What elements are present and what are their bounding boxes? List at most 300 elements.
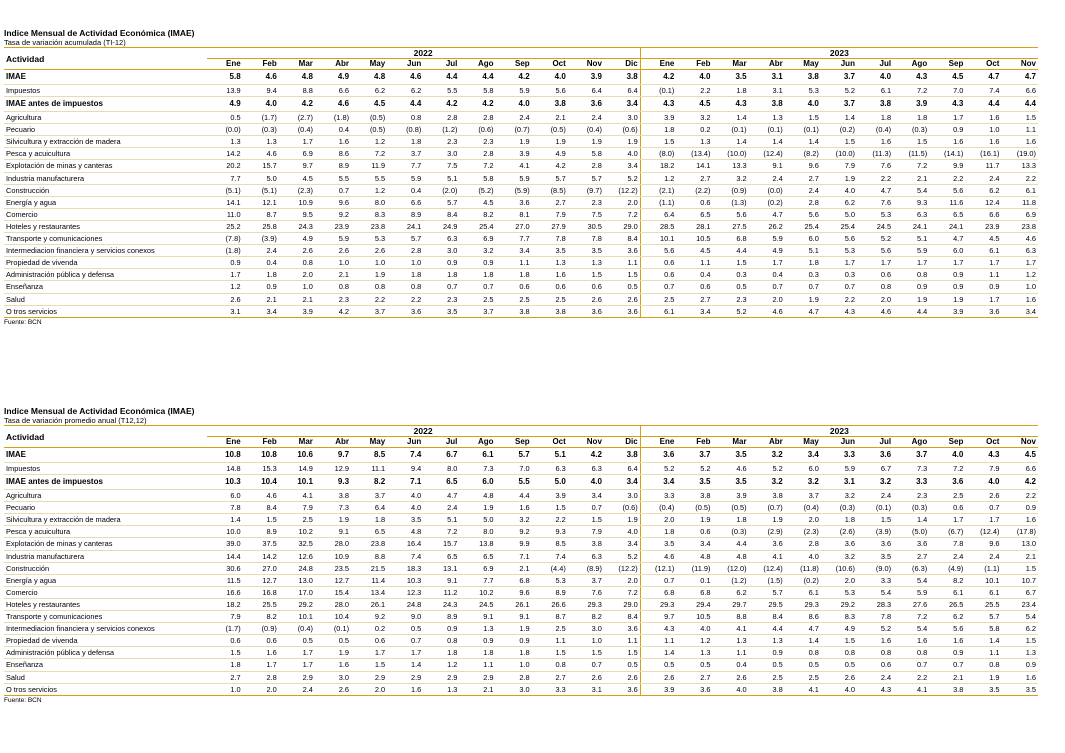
value-cell: 4.1 — [785, 683, 821, 695]
value-cell: 2.8 — [785, 538, 821, 550]
value-cell: 2.1 — [459, 683, 495, 695]
value-cell: 4.0 — [387, 502, 423, 514]
value-cell: 1.6 — [929, 136, 965, 148]
value-cell: 5.1 — [785, 245, 821, 257]
value-cell: 1.3 — [423, 683, 459, 695]
value-cell: (2.3) — [279, 184, 315, 196]
value-cell: 16.8 — [243, 586, 279, 598]
value-cell: (1.1) — [965, 562, 1001, 574]
value-cell: 7.1 — [496, 550, 532, 562]
value-cell: 3.5 — [423, 305, 459, 317]
value-cell: (0.3) — [712, 526, 748, 538]
value-cell: 4.6 — [315, 97, 351, 112]
value-cell: 1.4 — [640, 647, 676, 659]
value-cell: 29.2 — [821, 598, 857, 610]
value-cell: 0.9 — [459, 635, 495, 647]
row-label: Pesca y acuicultura — [4, 148, 207, 160]
value-cell: 7.2 — [929, 463, 965, 475]
value-cell: 3.7 — [568, 574, 604, 586]
value-cell: 1.0 — [387, 257, 423, 269]
value-cell: 29.4 — [676, 598, 712, 610]
value-cell: 4.1 — [893, 683, 929, 695]
value-cell: 5.2 — [676, 463, 712, 475]
value-cell: 4.7 — [749, 208, 785, 220]
value-cell: 6.5 — [351, 526, 387, 538]
value-cell: 3.5 — [712, 448, 748, 463]
value-cell: 2.3 — [423, 136, 459, 148]
value-cell: 1.8 — [640, 124, 676, 136]
value-cell: (1.2) — [712, 574, 748, 586]
month-header: Oct — [532, 59, 568, 70]
value-cell: 3.2 — [712, 172, 748, 184]
value-cell: 7.3 — [315, 502, 351, 514]
value-cell: 6.6 — [1001, 463, 1038, 475]
value-cell: 4.1 — [712, 623, 748, 635]
value-cell: 0.6 — [351, 635, 387, 647]
table-row — [4, 475, 1038, 490]
value-cell: 6.4 — [640, 208, 676, 220]
value-cell: 7.5 — [423, 160, 459, 172]
value-cell: 3.4 — [676, 305, 712, 317]
table-row — [4, 245, 1038, 257]
value-cell: 6.0 — [207, 490, 243, 502]
value-cell: 5.5 — [496, 475, 532, 490]
value-cell: 0.5 — [207, 112, 243, 124]
value-cell: (13.4) — [676, 148, 712, 160]
value-cell: 2.6 — [315, 245, 351, 257]
value-cell: 1.1 — [676, 257, 712, 269]
value-cell: (5.0) — [893, 526, 929, 538]
value-cell: (2.7) — [279, 112, 315, 124]
row-label: Agricultura — [4, 490, 207, 502]
value-cell: 1.1 — [496, 257, 532, 269]
value-cell: 1.6 — [893, 635, 929, 647]
value-cell: 1.6 — [857, 635, 893, 647]
value-cell: (0.3) — [893, 502, 929, 514]
table-row — [4, 550, 1038, 562]
value-cell: 3.5 — [712, 475, 748, 490]
table-row — [4, 635, 1038, 647]
value-cell: 3.1 — [568, 683, 604, 695]
value-cell: 4.0 — [243, 97, 279, 112]
value-cell: 3.4 — [604, 538, 640, 550]
value-cell: 8.5 — [532, 538, 568, 550]
value-cell: 1.9 — [929, 293, 965, 305]
value-cell: 4.8 — [351, 70, 387, 85]
value-cell: 3.2 — [857, 475, 893, 490]
value-cell: 1.7 — [243, 659, 279, 671]
row-label: Pesca y acuicultura — [4, 526, 207, 538]
value-cell: 1.5 — [604, 647, 640, 659]
value-cell: (0.0) — [207, 124, 243, 136]
value-cell: 1.9 — [676, 514, 712, 526]
value-cell: 2.0 — [749, 293, 785, 305]
value-cell: 6.9 — [1001, 208, 1038, 220]
value-cell: 7.0 — [496, 463, 532, 475]
value-cell: 2.4 — [965, 172, 1001, 184]
value-cell: 6.3 — [568, 550, 604, 562]
value-cell: 0.5 — [315, 635, 351, 647]
value-cell: 4.8 — [279, 70, 315, 85]
table-row — [4, 257, 1038, 269]
value-cell: 4.0 — [676, 623, 712, 635]
value-cell: 5.4 — [1001, 611, 1038, 623]
table-row — [4, 448, 1038, 463]
value-cell: 1.3 — [676, 647, 712, 659]
value-cell: 1.4 — [712, 136, 748, 148]
value-cell: 2.6 — [279, 245, 315, 257]
value-cell: 6.3 — [532, 463, 568, 475]
value-cell: 1.3 — [568, 257, 604, 269]
value-cell: 23.8 — [1001, 220, 1038, 232]
table-row — [4, 112, 1038, 124]
value-cell: 1.3 — [749, 635, 785, 647]
value-cell: (10.0) — [821, 148, 857, 160]
value-cell: 9.3 — [893, 196, 929, 208]
value-cell: 2.4 — [929, 550, 965, 562]
value-cell: 4.7 — [857, 184, 893, 196]
value-cell: 2.1 — [532, 112, 568, 124]
month-header: Feb — [676, 437, 712, 448]
month-header: Feb — [676, 59, 712, 70]
value-cell: 4.5 — [929, 70, 965, 85]
value-cell: 2.7 — [207, 671, 243, 683]
value-cell: 9.0 — [387, 611, 423, 623]
value-cell: 0.9 — [893, 281, 929, 293]
value-cell: 16.4 — [387, 538, 423, 550]
value-cell: 0.9 — [929, 281, 965, 293]
value-cell: 24.5 — [459, 598, 495, 610]
value-cell: 10.9 — [279, 196, 315, 208]
value-cell: (16.1) — [965, 148, 1001, 160]
value-cell: 1.8 — [640, 526, 676, 538]
value-cell: 0.5 — [604, 659, 640, 671]
table-row — [4, 647, 1038, 659]
value-cell: 2.4 — [857, 490, 893, 502]
value-cell: 0.8 — [785, 647, 821, 659]
value-cell: 3.9 — [929, 305, 965, 317]
value-cell: 3.8 — [749, 683, 785, 695]
value-cell: 7.9 — [965, 463, 1001, 475]
value-cell: 3.6 — [387, 305, 423, 317]
value-cell: 3.7 — [387, 148, 423, 160]
value-cell: 6.0 — [459, 475, 495, 490]
month-header: Oct — [965, 59, 1001, 70]
value-cell: 30.6 — [207, 562, 243, 574]
value-cell: 1.7 — [749, 257, 785, 269]
value-cell: 1.9 — [749, 514, 785, 526]
value-cell: 3.2 — [749, 475, 785, 490]
value-cell: (0.9) — [712, 184, 748, 196]
value-cell: 10.5 — [676, 233, 712, 245]
value-cell: 4.6 — [857, 305, 893, 317]
value-cell: 3.6 — [821, 538, 857, 550]
value-cell: 1.8 — [207, 659, 243, 671]
value-cell: 2.6 — [640, 671, 676, 683]
value-cell: (0.8) — [387, 124, 423, 136]
value-cell: (0.3) — [821, 502, 857, 514]
value-cell: 2.2 — [532, 514, 568, 526]
value-cell: 4.6 — [712, 463, 748, 475]
value-cell: 2.2 — [1001, 490, 1038, 502]
value-cell: 6.3 — [1001, 245, 1038, 257]
value-cell: 1.4 — [893, 514, 929, 526]
row-label: Impuestos — [4, 85, 207, 97]
value-cell: 0.3 — [821, 269, 857, 281]
value-cell: 8.9 — [532, 586, 568, 598]
value-cell: 3.0 — [568, 623, 604, 635]
value-cell: 3.5 — [965, 683, 1001, 695]
month-header: Sep — [929, 437, 965, 448]
value-cell: 6.3 — [423, 233, 459, 245]
value-cell: 8.6 — [785, 611, 821, 623]
value-cell: 4.0 — [785, 550, 821, 562]
value-cell: 2.5 — [496, 293, 532, 305]
value-cell: (0.5) — [351, 112, 387, 124]
value-cell: 25.4 — [459, 220, 495, 232]
value-cell: 11.1 — [351, 463, 387, 475]
value-cell: 18.3 — [387, 562, 423, 574]
value-cell: 3.8 — [532, 97, 568, 112]
value-cell: 2.2 — [929, 172, 965, 184]
value-cell: 5.7 — [423, 196, 459, 208]
value-cell: 0.5 — [279, 635, 315, 647]
value-cell: 5.8 — [459, 172, 495, 184]
value-cell: 9.2 — [351, 611, 387, 623]
value-cell: 6.1 — [785, 586, 821, 598]
value-cell: (10.0) — [712, 148, 748, 160]
value-cell: 0.6 — [568, 281, 604, 293]
value-cell: 12.7 — [243, 574, 279, 586]
value-cell: 3.8 — [496, 305, 532, 317]
value-cell: 13.9 — [207, 85, 243, 97]
value-cell: 29.2 — [279, 598, 315, 610]
value-cell: 1.9 — [785, 293, 821, 305]
value-cell: 9.7 — [315, 448, 351, 463]
value-cell: 8.4 — [749, 611, 785, 623]
value-cell: 4.6 — [243, 490, 279, 502]
value-cell: 3.4 — [243, 305, 279, 317]
value-cell: 23.8 — [351, 538, 387, 550]
value-cell: 0.8 — [965, 659, 1001, 671]
value-cell: 3.6 — [568, 305, 604, 317]
month-header: Ago — [459, 437, 495, 448]
value-cell: 2.9 — [387, 671, 423, 683]
value-cell: 4.0 — [785, 97, 821, 112]
value-cell: 2.0 — [604, 196, 640, 208]
value-cell: 5.9 — [749, 233, 785, 245]
value-cell: 6.5 — [929, 208, 965, 220]
month-header: Jul — [423, 437, 459, 448]
value-cell: 1.7 — [893, 257, 929, 269]
value-cell: 6.1 — [1001, 184, 1038, 196]
value-cell: 9.2 — [496, 526, 532, 538]
value-cell: 2.7 — [676, 293, 712, 305]
value-cell: 5.2 — [857, 233, 893, 245]
value-cell: 2.5 — [749, 671, 785, 683]
value-cell: 9.3 — [532, 526, 568, 538]
value-cell: 2.6 — [821, 671, 857, 683]
value-cell: (5.2) — [459, 184, 495, 196]
value-cell: 4.4 — [387, 97, 423, 112]
value-cell: 3.3 — [821, 448, 857, 463]
month-header: Jul — [423, 59, 459, 70]
table-subtitle: Tasa de variación acumulada (TI-12) — [4, 38, 126, 47]
value-cell: 3.7 — [785, 490, 821, 502]
value-cell: 5.6 — [857, 245, 893, 257]
value-cell: 7.6 — [857, 196, 893, 208]
table-row — [4, 281, 1038, 293]
value-cell: 13.4 — [351, 586, 387, 598]
month-header: Ago — [459, 59, 495, 70]
value-cell: (1.7) — [207, 623, 243, 635]
value-cell: 5.8 — [568, 148, 604, 160]
value-cell: 29.7 — [712, 598, 748, 610]
value-cell: 1.1 — [1001, 124, 1038, 136]
value-cell: 3.2 — [459, 245, 495, 257]
value-cell: 0.6 — [676, 281, 712, 293]
value-cell: 2.2 — [676, 85, 712, 97]
value-cell: 5.4 — [893, 574, 929, 586]
value-cell: 4.2 — [496, 70, 532, 85]
value-cell: (1.8) — [315, 112, 351, 124]
value-cell: 5.9 — [821, 463, 857, 475]
value-cell: 1.1 — [459, 659, 495, 671]
value-cell: 9.6 — [965, 538, 1001, 550]
value-cell: 1.4 — [785, 136, 821, 148]
value-cell: 1.0 — [279, 281, 315, 293]
value-cell: 1.3 — [1001, 647, 1038, 659]
value-cell: 4.6 — [243, 148, 279, 160]
value-cell: 2.4 — [749, 172, 785, 184]
value-cell: 5.2 — [604, 550, 640, 562]
value-cell: 18.2 — [207, 598, 243, 610]
value-cell: (1.5) — [749, 574, 785, 586]
row-label: Silvicultura y extracción de madera — [4, 514, 207, 526]
value-cell: (12.0) — [712, 562, 748, 574]
value-cell: 1.0 — [568, 635, 604, 647]
table-row — [4, 124, 1038, 136]
value-cell: 6.7 — [423, 448, 459, 463]
value-cell: 1.5 — [893, 136, 929, 148]
value-cell: 3.4 — [604, 97, 640, 112]
value-cell: 5.1 — [423, 514, 459, 526]
value-cell: 3.9 — [640, 112, 676, 124]
value-cell: 13.3 — [712, 160, 748, 172]
month-header: Sep — [496, 59, 532, 70]
value-cell: 4.0 — [821, 683, 857, 695]
value-cell: (0.5) — [712, 502, 748, 514]
value-cell: 3.2 — [821, 490, 857, 502]
value-cell: (3.9) — [243, 233, 279, 245]
value-cell: 1.8 — [387, 269, 423, 281]
value-cell: 0.7 — [568, 502, 604, 514]
month-header: Feb — [243, 59, 279, 70]
value-cell: 4.2 — [532, 160, 568, 172]
value-cell: 4.0 — [496, 97, 532, 112]
month-header: Dic — [604, 437, 640, 448]
value-cell: 4.4 — [749, 623, 785, 635]
value-cell: 0.5 — [712, 281, 748, 293]
value-cell: 2.4 — [279, 683, 315, 695]
row-label: Construcción — [4, 562, 207, 574]
source-note: Fuente: BCN — [4, 696, 42, 704]
value-cell: 10.1 — [279, 475, 315, 490]
table-row — [4, 611, 1038, 623]
value-cell: 0.3 — [785, 269, 821, 281]
value-cell: 2.2 — [893, 671, 929, 683]
value-cell: 1.0 — [207, 683, 243, 695]
value-cell: 5.9 — [315, 233, 351, 245]
value-cell: 8.2 — [459, 208, 495, 220]
value-cell: 3.8 — [749, 97, 785, 112]
value-cell: 1.4 — [712, 112, 748, 124]
value-cell: 2.5 — [279, 514, 315, 526]
value-cell: 12.9 — [315, 463, 351, 475]
value-cell: (3.9) — [857, 526, 893, 538]
value-cell: 9.1 — [459, 611, 495, 623]
value-cell: 8.1 — [496, 208, 532, 220]
value-cell: 2.9 — [423, 671, 459, 683]
value-cell: 5.4 — [857, 586, 893, 598]
value-cell: 0.9 — [243, 281, 279, 293]
value-cell: 10.1 — [640, 233, 676, 245]
value-cell: 29.3 — [785, 598, 821, 610]
month-header: Abr — [315, 437, 351, 448]
value-cell: 0.9 — [929, 124, 965, 136]
value-cell: 3.8 — [315, 490, 351, 502]
value-cell: 7.9 — [568, 526, 604, 538]
value-cell: 14.8 — [207, 463, 243, 475]
value-cell: 1.2 — [423, 659, 459, 671]
value-cell: 0.5 — [387, 623, 423, 635]
value-cell: 3.6 — [604, 623, 640, 635]
row-label: Intermediacion financiera y servicios conexos — [4, 245, 207, 257]
value-cell: 15.7 — [423, 538, 459, 550]
value-cell: 25.4 — [821, 220, 857, 232]
value-cell: (9.0) — [857, 562, 893, 574]
row-label: Hoteles y restaurantes — [4, 598, 207, 610]
value-cell: 10.4 — [315, 611, 351, 623]
value-cell: (0.4) — [857, 124, 893, 136]
value-cell: 10.6 — [279, 448, 315, 463]
value-cell: 0.9 — [1001, 659, 1038, 671]
value-cell: 1.1 — [604, 635, 640, 647]
value-cell: 1.5 — [785, 112, 821, 124]
value-cell: 1.7 — [929, 514, 965, 526]
value-cell: 4.7 — [1001, 70, 1038, 85]
value-cell: 3.9 — [893, 97, 929, 112]
value-cell: 3.7 — [893, 448, 929, 463]
value-cell: (9.7) — [568, 184, 604, 196]
value-cell: 3.2 — [785, 475, 821, 490]
value-cell: 0.9 — [423, 257, 459, 269]
value-cell: 2.4 — [568, 112, 604, 124]
value-cell: 1.7 — [965, 514, 1001, 526]
value-cell: 4.0 — [965, 475, 1001, 490]
value-cell: 2.1 — [496, 562, 532, 574]
value-cell: 1.5 — [243, 514, 279, 526]
value-cell: 3.6 — [857, 448, 893, 463]
value-cell: 1.2 — [1001, 269, 1038, 281]
value-cell: 5.6 — [640, 245, 676, 257]
value-cell: 1.9 — [315, 647, 351, 659]
table-row — [4, 184, 1038, 196]
value-cell: 1.7 — [929, 257, 965, 269]
value-cell: (4.9) — [929, 562, 965, 574]
value-cell: 11.7 — [965, 160, 1001, 172]
value-cell: 0.9 — [929, 269, 965, 281]
